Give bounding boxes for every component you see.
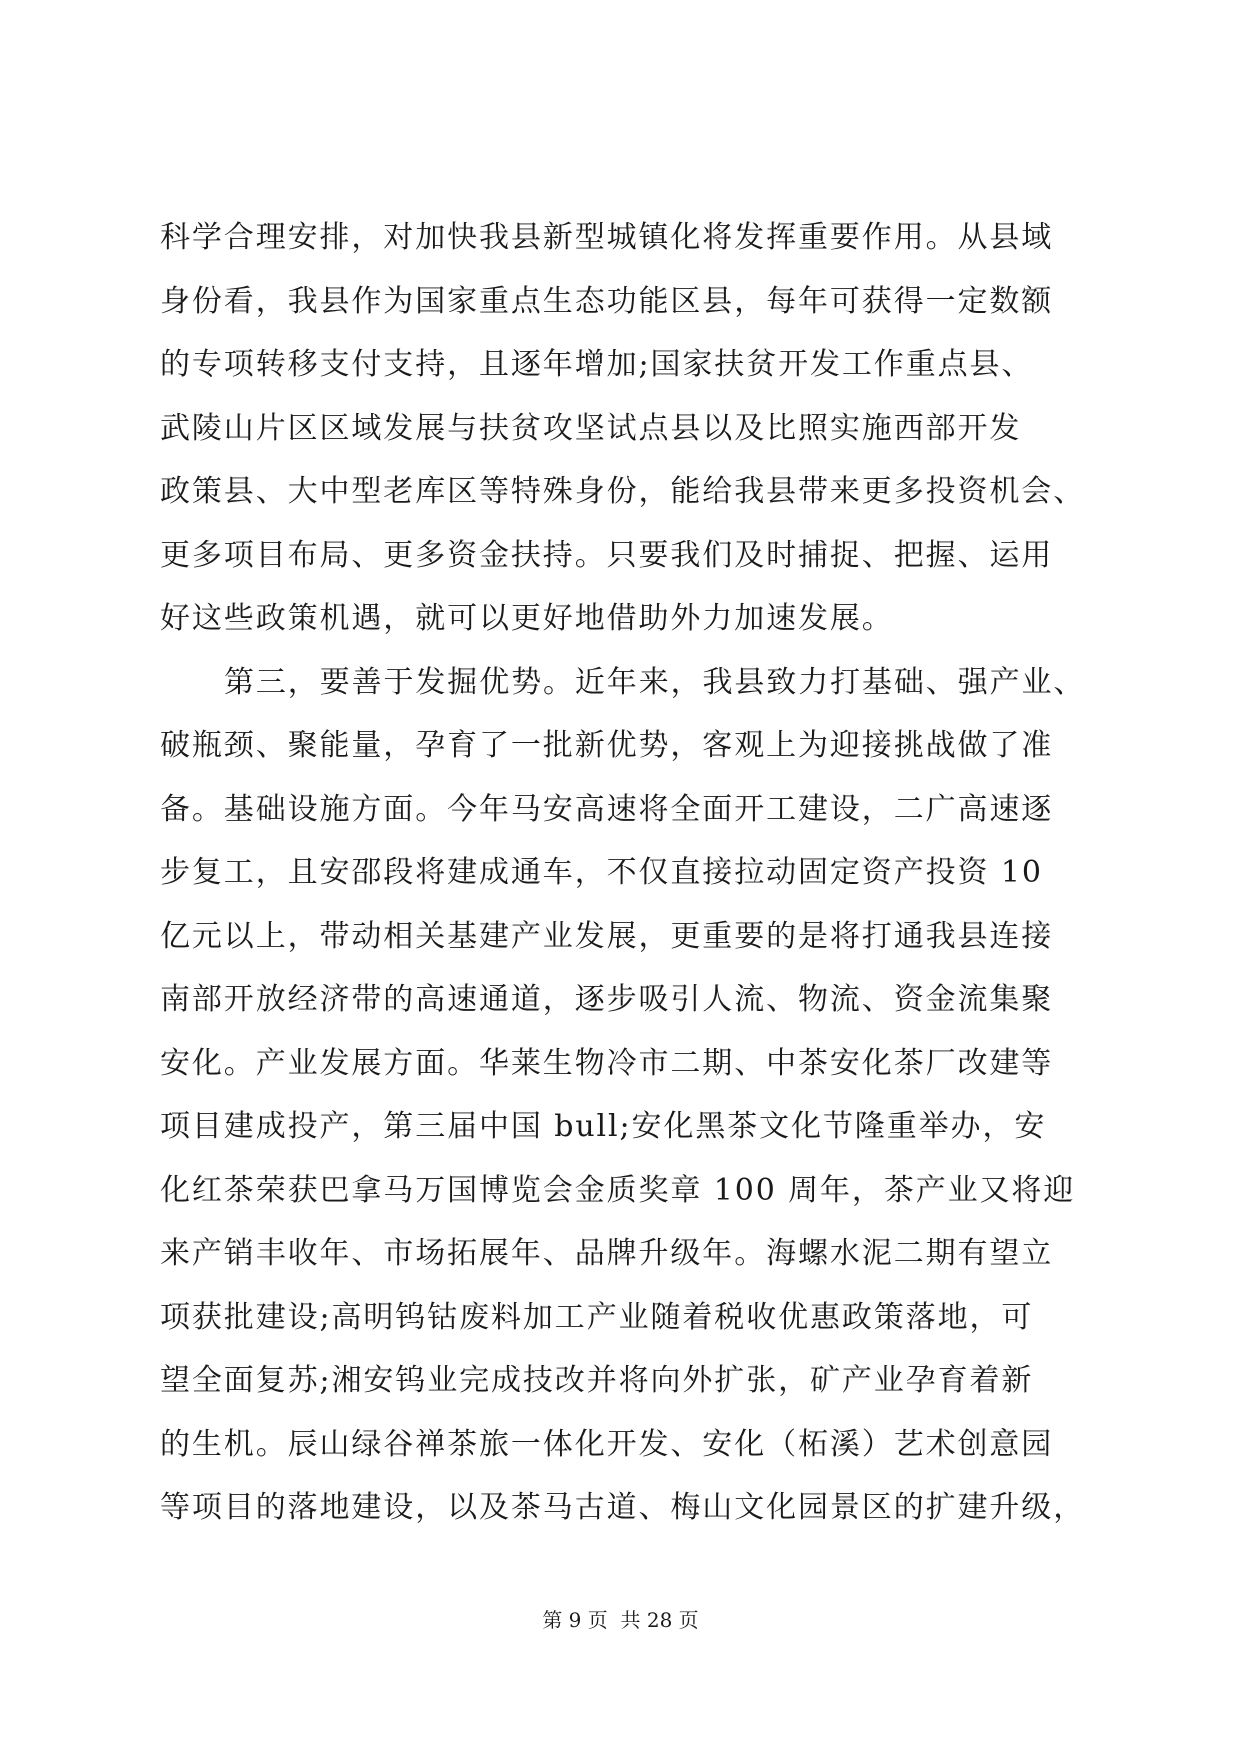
- text-line: 武陵山片区区域发展与扶贫攻坚试点县以及比照实施西部开发: [160, 410, 1022, 446]
- text-line: 项获批建设;高明钨钴废料加工产业随着税收优惠政策落地，可: [160, 1299, 1034, 1335]
- body-text: [160, 206, 1100, 1540]
- text-line: 步复工，且安邵段将建成通车，不仅直接拉动固定资产投资 10: [160, 855, 1043, 890]
- page-number-label: 第 9 页 共 28 页: [542, 1608, 699, 1632]
- text-line: 亿元以上，带动相关基建产业发展，更重要的是将打通我县连接: [160, 918, 1054, 954]
- text-line: 来产销丰收年、市场拓展年、品牌升级年。海螺水泥二期有望立: [160, 1236, 1054, 1271]
- text-line: 科学合理安排，对加快我县新型城镇化将发挥重要作用。从县域: [160, 220, 1054, 255]
- text-line: 的生机。辰山绿谷禅茶旅一体化开发、安化（柘溪）艺术创意园: [160, 1426, 1054, 1462]
- text-line: 化红茶荣获巴拿马万国博览会金质奖章 100 周年，茶产业又将迎: [160, 1172, 1076, 1208]
- text-line: 政策县、大中型老库区等特殊身份，能给我县带来更多投资机会、: [160, 474, 1086, 509]
- text-line: 项目建成投产，第三届中国 bull;安化黑茶文化节隆重举办，安: [160, 1109, 1047, 1144]
- text-line: 望全面复苏;湘安钨业完成技改并将向外扩张，矿产业孕育着新: [160, 1363, 1034, 1398]
- text-line: 等项目的落地建设，以及茶马古道、梅山文化园景区的扩建升级，: [160, 1490, 1086, 1525]
- text-line: 的专项转移支付支持，且逐年增加;国家扶贫开发工作重点县、: [160, 347, 1034, 382]
- text-line: 安化。产业发展方面。华莱生物冷市二期、中茶安化茶厂改建等: [160, 1045, 1054, 1081]
- text-line: 备。基础设施方面。今年马安高速将全面开工建设，二广高速逐: [160, 791, 1054, 827]
- text-line: 更多项目布局、更多资金扶持。只要我们及时捕捉、把握、运用: [160, 537, 1054, 573]
- text-line: 身份看，我县作为国家重点生态功能区县，每年可获得一定数额: [160, 283, 1054, 319]
- text-line: 破瓶颈、聚能量，孕育了一批新优势，客观上为迎接挑战做了准: [160, 728, 1054, 763]
- page-footer: [0, 1606, 1241, 1634]
- text-line: 好这些政策机遇，就可以更好地借助外力加速发展。: [160, 601, 894, 636]
- paragraph-first-line: 第三，要善于发掘优势。近年来，我县致力打基础、强产业、: [224, 664, 1086, 700]
- text-line: 南部开放经济带的高速通道，逐步吸引人流、物流、资金流集聚: [160, 982, 1054, 1017]
